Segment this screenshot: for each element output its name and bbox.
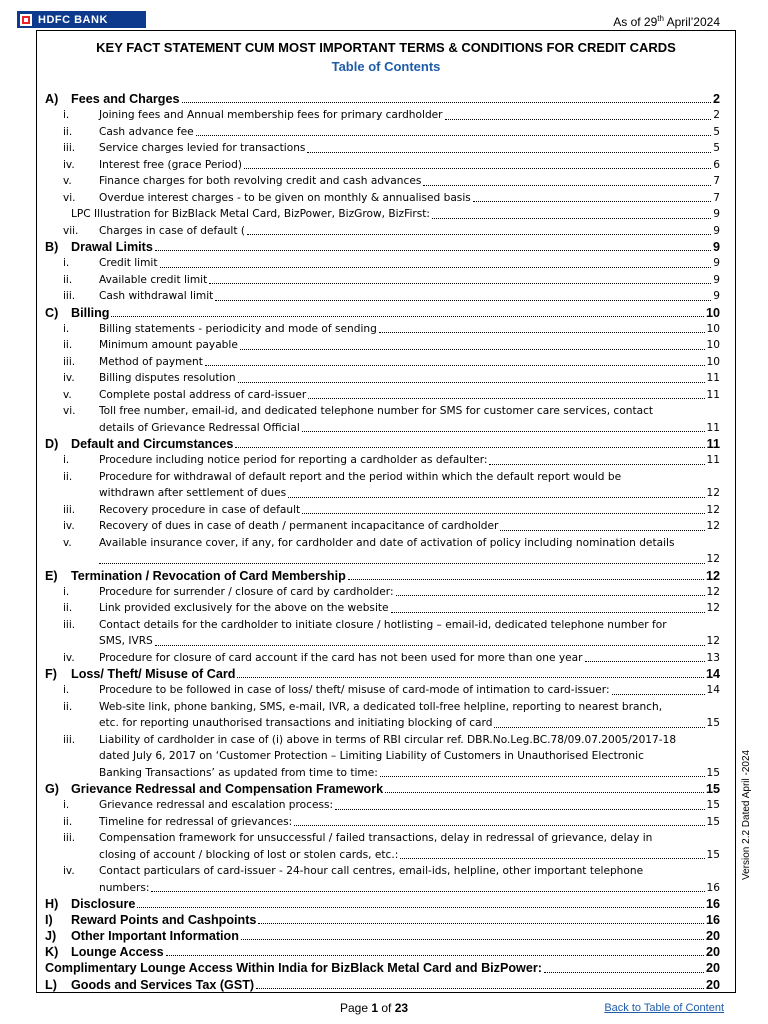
- dot-leader: [166, 955, 704, 956]
- dot-leader: [151, 891, 704, 892]
- toc-item-entry[interactable]: [37, 272, 735, 289]
- toc-page-number: 16: [705, 897, 720, 911]
- toc-entry-label: Charges in case of default (: [99, 224, 246, 237]
- toc-entry-label: Interest free (grace Period): [99, 158, 243, 171]
- toc-section-entry[interactable]: [37, 666, 735, 682]
- toc-section-entry[interactable]: [37, 568, 735, 584]
- toc-item-entry[interactable]: [37, 387, 735, 404]
- toc-entry-number: v.: [63, 388, 72, 401]
- toc-entry-number: iv.: [63, 520, 75, 532]
- toc-page-number: 9: [713, 208, 720, 220]
- toc-section-entry[interactable]: [37, 436, 735, 452]
- toc-section-entry[interactable]: [37, 91, 735, 107]
- toc-entry-number: G): [45, 782, 59, 796]
- toc-item-entry[interactable]: [37, 370, 735, 387]
- toc-entry-label: Overdue interest charges - to be given on monthly & annualised basis: [99, 191, 471, 204]
- dot-leader: [235, 447, 704, 448]
- toc-item-entry[interactable]: [37, 535, 735, 568]
- toc-page-number: 9: [713, 257, 720, 269]
- toc-page-number: 9: [713, 224, 720, 237]
- dot-leader: [489, 464, 704, 465]
- toc-section-entry[interactable]: [37, 960, 735, 977]
- dot-leader: [155, 645, 705, 646]
- toc-page-number: 2: [713, 109, 720, 121]
- toc-page-number: 11: [706, 454, 720, 466]
- toc-entry-label: Banking Transactions’ as updated from time to time:: [99, 766, 378, 779]
- toc-entry-number: iii.: [63, 355, 76, 368]
- toc-entry-number: iii.: [63, 733, 76, 746]
- toc-entry-number: ii.: [63, 602, 73, 614]
- dot-leader: [308, 398, 704, 399]
- toc-page-number: 9: [713, 290, 720, 302]
- toc-entry-label: Billing: [71, 305, 110, 320]
- toc-item-entry[interactable]: [37, 190, 735, 207]
- version-label: Version 2.2 Dated April -2024: [741, 749, 752, 880]
- toc-section-entry[interactable]: [37, 305, 735, 321]
- toc-item-entry[interactable]: [37, 502, 735, 519]
- toc-page-number: 20: [705, 929, 720, 943]
- toc-page-number: 10: [706, 322, 720, 335]
- toc-entry-label: etc. for reporting unauthorised transactions and initiating blocking of card: [99, 717, 493, 729]
- toc-entry-label: Cash advance fee: [99, 125, 194, 138]
- toc-entry-label: Credit limit: [99, 257, 158, 269]
- toc-page-number: 10: [705, 305, 720, 320]
- toc-entry-label: Disclosure: [71, 897, 136, 911]
- toc-page-number: 11: [706, 437, 720, 451]
- dot-leader: [99, 563, 705, 564]
- dot-leader: [423, 185, 711, 186]
- toc-page-number: 12: [706, 520, 720, 532]
- dot-leader: [380, 776, 705, 777]
- toc-entry-label-line: Contact details for the cardholder to initiate closure / hotlisting – email-id, dedicated telephone number for: [99, 618, 667, 631]
- dot-leader: [256, 988, 704, 989]
- toc-item-entry[interactable]: [37, 403, 735, 436]
- toc-page-number: 20: [705, 945, 720, 959]
- toc-page-number: 20: [705, 961, 720, 975]
- toc-page-number: 14: [705, 667, 720, 681]
- toc-entry-label: Complimentary Lounge Access Within India for BizBlack Metal Card and BizPower:: [45, 961, 542, 975]
- toc-entry-number: F): [45, 667, 57, 681]
- hdfc-bank-logo: [17, 11, 146, 28]
- toc-item-entry[interactable]: [37, 863, 735, 896]
- toc-entry-label: Procedure for closure of card account if the card has not been used for more than one year: [99, 651, 583, 664]
- toc-item-entry[interactable]: [37, 107, 735, 124]
- toc-page-number: 10: [706, 355, 720, 368]
- dot-leader: [209, 283, 711, 284]
- toc-entry-number: ii.: [63, 125, 73, 138]
- dot-leader: [247, 234, 711, 235]
- dot-leader: [182, 102, 711, 103]
- toc-section-entry[interactable]: [37, 781, 735, 797]
- toc-entry-label: Recovery procedure in case of default: [99, 503, 301, 516]
- toc-page-number: 10: [706, 339, 720, 351]
- toc-page-number: 15: [706, 815, 720, 828]
- toc-entry-number: ii.: [63, 470, 73, 483]
- dot-leader: [241, 939, 704, 940]
- toc-section-entry[interactable]: [37, 896, 735, 912]
- dot-leader: [307, 152, 711, 153]
- dot-leader: [302, 513, 704, 514]
- toc-entry-number: I): [45, 913, 53, 927]
- document-frame: [36, 30, 736, 993]
- toc-page-number: 12: [706, 503, 720, 516]
- dot-leader: [544, 972, 704, 973]
- toc-item-entry[interactable]: [37, 518, 735, 535]
- toc-entry-label: Joining fees and Annual membership fees for primary cardholder: [99, 109, 443, 121]
- toc-entry-number: i.: [63, 684, 70, 696]
- toc-item-entry[interactable]: [37, 206, 735, 223]
- dot-leader: [155, 250, 711, 251]
- toc-entry-label: SMS, IVRS: [99, 635, 153, 647]
- dot-leader: [400, 858, 704, 859]
- toc-page-number: 7: [713, 175, 720, 187]
- toc-entry-label: withdrawn after settlement of dues: [99, 487, 287, 499]
- toc-section-entry[interactable]: [37, 928, 735, 944]
- toc-entry-label: Other Important Information: [71, 929, 239, 943]
- dot-leader: [348, 579, 704, 580]
- toc-page-number: 6: [713, 158, 720, 171]
- toc-entry-number: iv.: [63, 865, 75, 877]
- dot-leader: [238, 382, 705, 383]
- toc-entry-label: Cash withdrawal limit: [99, 290, 214, 302]
- toc-entry-label: LPC Illustration for BizBlack Metal Card, BizPower, BizGrow, BizFirst:: [71, 208, 430, 220]
- toc-page-number: 5: [713, 125, 720, 138]
- toc-page-number: 15: [706, 717, 720, 729]
- toc-entry-label: Service charges levied for transactions: [99, 142, 306, 154]
- toc-page-number: 2: [712, 92, 720, 106]
- as-of-date: As of 29th April’2024: [613, 14, 720, 29]
- toc-page-number: 12: [706, 585, 720, 598]
- dot-leader: [494, 727, 704, 728]
- dot-leader: [258, 923, 704, 924]
- toc-item-entry[interactable]: [37, 682, 735, 699]
- dot-leader: [396, 595, 705, 596]
- toc-page-number: 5: [713, 142, 720, 154]
- toc-item-entry[interactable]: [37, 157, 735, 174]
- toc-entry-label: Fees and Charges: [71, 92, 180, 106]
- toc-page-number: 16: [705, 913, 720, 927]
- toc-entry-label: Method of payment: [99, 355, 203, 368]
- toc-item-entry[interactable]: [37, 288, 735, 305]
- toc-entry-number: i.: [63, 585, 70, 598]
- toc-entry-label-line: Toll free number, email-id, and dedicated telephone number for SMS for customer care services, contact: [99, 405, 654, 417]
- table-of-contents: [37, 91, 735, 993]
- toc-entry-number: i.: [63, 322, 70, 335]
- toc-entry-label: Available credit limit: [99, 273, 208, 286]
- toc-entry-number: H): [45, 897, 59, 911]
- toc-entry-label: Termination / Revocation of Card Membership: [71, 568, 346, 583]
- toc-item-entry[interactable]: [37, 337, 735, 354]
- toc-entry-label: Default and Circumstances: [71, 437, 234, 451]
- toc-item-entry[interactable]: [37, 173, 735, 190]
- toc-entry-label: Finance charges for both revolving credit and cash advances: [99, 175, 422, 187]
- toc-page-number: 15: [706, 766, 720, 779]
- dot-leader: [379, 332, 705, 333]
- toc-entry-label-line: Available insurance cover, if any, for cardholder and date of activation of policy including nomination details: [99, 536, 675, 549]
- toc-entry-label: Billing disputes resolution: [99, 372, 236, 384]
- toc-page-number: 20: [705, 977, 720, 992]
- toc-item-entry[interactable]: [37, 469, 735, 502]
- toc-entry-number: K): [45, 945, 59, 959]
- toc-item-entry[interactable]: [37, 354, 735, 371]
- dot-leader: [215, 300, 711, 301]
- dot-leader: [244, 168, 711, 169]
- toc-entry-number: i.: [63, 257, 70, 269]
- toc-entry-label-line: dated July 6, 2017 on ‘Customer Protection – Limiting Liability of Customers in Unauthorised Electronic: [99, 750, 644, 762]
- dot-leader: [288, 497, 704, 498]
- toc-section-entry[interactable]: [37, 239, 735, 255]
- dot-leader: [432, 218, 711, 219]
- toc-section-entry[interactable]: [37, 944, 735, 960]
- dot-leader: [385, 792, 704, 793]
- toc-entry-number: iii.: [63, 142, 76, 154]
- toc-section-entry[interactable]: [37, 977, 735, 993]
- toc-page-number: 16: [706, 881, 720, 894]
- toc-entry-label: Procedure including notice period for reporting a cardholder as defaulter:: [99, 454, 488, 466]
- toc-entry-label-line: Liability of cardholder in case of (i) above in terms of RBI circular ref. DBR.No.Leg.BC.78/09.07.2005/2017-18: [99, 733, 677, 746]
- bank-logo-icon: [20, 14, 32, 26]
- toc-entry-number: v.: [63, 536, 72, 549]
- toc-entry-number: J): [45, 929, 57, 943]
- toc-item-entry[interactable]: [37, 617, 735, 650]
- dot-leader: [391, 612, 705, 613]
- toc-entry-number: C): [45, 305, 59, 320]
- toc-page-number: 13: [706, 651, 720, 664]
- toc-entry-label: Goods and Services Tax (GST): [71, 977, 255, 992]
- toc-entry-number: E): [45, 568, 58, 583]
- toc-item-entry[interactable]: [37, 814, 735, 831]
- toc-item-entry[interactable]: [37, 223, 735, 240]
- toc-entry-number: iii.: [63, 290, 76, 302]
- toc-entry-label: Grievance redressal and escalation process:: [99, 799, 334, 811]
- toc-entry-number: iv.: [63, 651, 75, 664]
- toc-entry-number: vi.: [63, 405, 76, 417]
- toc-item-entry[interactable]: [37, 124, 735, 141]
- toc-entry-label-line: Contact particulars of card-issuer - 24-hour call centres, email-ids, helpline, other important telephone: [99, 865, 644, 877]
- toc-item-entry[interactable]: [37, 797, 735, 814]
- toc-section-entry[interactable]: [37, 912, 735, 928]
- dot-leader: [160, 267, 712, 268]
- toc-page-number: 9: [713, 273, 720, 286]
- toc-entry-number: iv.: [63, 158, 75, 171]
- dot-leader: [335, 809, 704, 810]
- toc-entry-label: Recovery of dues in case of death / permanent incapacitance of cardholder: [99, 520, 499, 532]
- back-to-toc-link[interactable]: Back to Table of Content: [604, 1002, 724, 1014]
- toc-entry-label: Grievance Redressal and Compensation Framework: [71, 782, 384, 796]
- logo-text: HDFC BANK: [38, 13, 108, 26]
- toc-page-number: 14: [706, 684, 720, 696]
- toc-item-entry[interactable]: [37, 650, 735, 667]
- toc-entry-number: i.: [63, 109, 70, 121]
- toc-item-entry[interactable]: [37, 732, 735, 782]
- toc-entry-number: L): [45, 977, 57, 992]
- toc-entry-label-line: Procedure for withdrawal of default report and the period within which the default report would be: [99, 470, 622, 483]
- toc-page-number: 15: [706, 799, 720, 811]
- dot-leader: [612, 694, 705, 695]
- dot-leader: [137, 907, 704, 908]
- dot-leader: [294, 825, 704, 826]
- toc-page-number: 15: [706, 848, 720, 861]
- toc-page-number: 9: [712, 240, 720, 254]
- dot-leader: [473, 201, 711, 202]
- toc-page-number: 12: [706, 602, 720, 614]
- dot-leader: [585, 661, 705, 662]
- dot-leader: [205, 365, 705, 366]
- toc-entry-label: Minimum amount payable: [99, 339, 238, 351]
- toc-entry-number: iv.: [63, 372, 75, 384]
- toc-item-entry[interactable]: [37, 584, 735, 601]
- toc-page-number: 11: [706, 372, 720, 384]
- toc-entry-label: Loss/ Theft/ Misuse of Card: [71, 667, 236, 681]
- toc-heading: Table of Contents: [331, 59, 441, 74]
- toc-entry-label: Reward Points and Cashpoints: [71, 913, 257, 927]
- toc-entry-number: iii.: [63, 832, 76, 844]
- toc-entry-label: numbers:: [99, 881, 150, 894]
- document-header: [37, 40, 735, 74]
- toc-page-number: 11: [706, 421, 720, 434]
- dot-leader: [500, 530, 704, 531]
- dot-leader: [111, 316, 704, 317]
- toc-entry-number: iii.: [63, 618, 76, 631]
- toc-entry-label: details of Grievance Redressal Official: [99, 421, 300, 434]
- toc-entry-label: Billing statements - periodicity and mode of sending: [99, 322, 377, 335]
- toc-entry-label: Link provided exclusively for the above on the website: [99, 602, 389, 614]
- dot-leader: [240, 349, 705, 350]
- toc-entry-number: i.: [63, 454, 70, 466]
- toc-entry-label: Procedure to be followed in case of loss/ theft/ misuse of card-mode of intimation to card-issuer:: [99, 684, 610, 696]
- toc-entry-number: ii.: [63, 273, 73, 286]
- toc-entry-number: iii.: [63, 503, 76, 516]
- page-number: Page 1 of 23: [340, 1001, 409, 1015]
- toc-entry-label: Drawal Limits: [71, 240, 153, 254]
- toc-entry-number: vi.: [63, 191, 76, 204]
- toc-entry-number: A): [45, 92, 59, 106]
- toc-page-number: 7: [713, 191, 720, 204]
- toc-item-entry[interactable]: [37, 255, 735, 272]
- toc-page-number: 12: [706, 553, 720, 565]
- toc-entry-label: Timeline for redressal of grievances:: [99, 815, 293, 828]
- toc-entry-label: Complete postal address of card-issuer: [99, 388, 307, 401]
- toc-page-number: 11: [706, 388, 720, 401]
- toc-item-entry[interactable]: [37, 699, 735, 732]
- toc-item-entry[interactable]: [37, 321, 735, 338]
- toc-entry-number: ii.: [63, 700, 73, 713]
- toc-entry-label: Procedure for surrender / closure of card by cardholder:: [99, 585, 394, 598]
- toc-entry-number: D): [45, 437, 59, 451]
- toc-item-entry[interactable]: [37, 600, 735, 617]
- toc-entry-label-line: Web-site link, phone banking, SMS, e-mail, IVR, a dedicated toll-free helpline, reporting to nearest branch,: [99, 700, 663, 713]
- toc-item-entry[interactable]: [37, 830, 735, 863]
- toc-entry-label: Lounge Access: [71, 945, 164, 959]
- toc-entry-number: i.: [63, 799, 70, 811]
- dot-leader: [302, 431, 705, 432]
- toc-page-number: 12: [706, 487, 720, 499]
- toc-entry-label: closing of account / blocking of lost or stolen cards, etc.:: [99, 848, 399, 861]
- toc-page-number: 15: [705, 782, 720, 796]
- toc-entry-number: ii.: [63, 815, 73, 828]
- toc-item-entry[interactable]: [37, 452, 735, 469]
- document-title: KEY FACT STATEMENT CUM MOST IMPORTANT TERMS & CONDITIONS FOR CREDIT CARDS: [96, 40, 676, 55]
- toc-entry-label-line: Compensation framework for unsuccessful / failed transactions, delay in redressal of grievance, delay in: [99, 832, 653, 844]
- dot-leader: [237, 677, 704, 678]
- toc-item-entry[interactable]: [37, 140, 735, 157]
- toc-entry-number: vii.: [63, 224, 79, 237]
- toc-page-number: 12: [705, 568, 720, 583]
- dot-leader: [196, 135, 712, 136]
- toc-entry-number: B): [45, 240, 59, 254]
- toc-entry-number: ii.: [63, 339, 73, 351]
- dot-leader: [445, 119, 712, 120]
- toc-page-number: 12: [706, 635, 720, 647]
- toc-entry-number: v.: [63, 175, 72, 187]
